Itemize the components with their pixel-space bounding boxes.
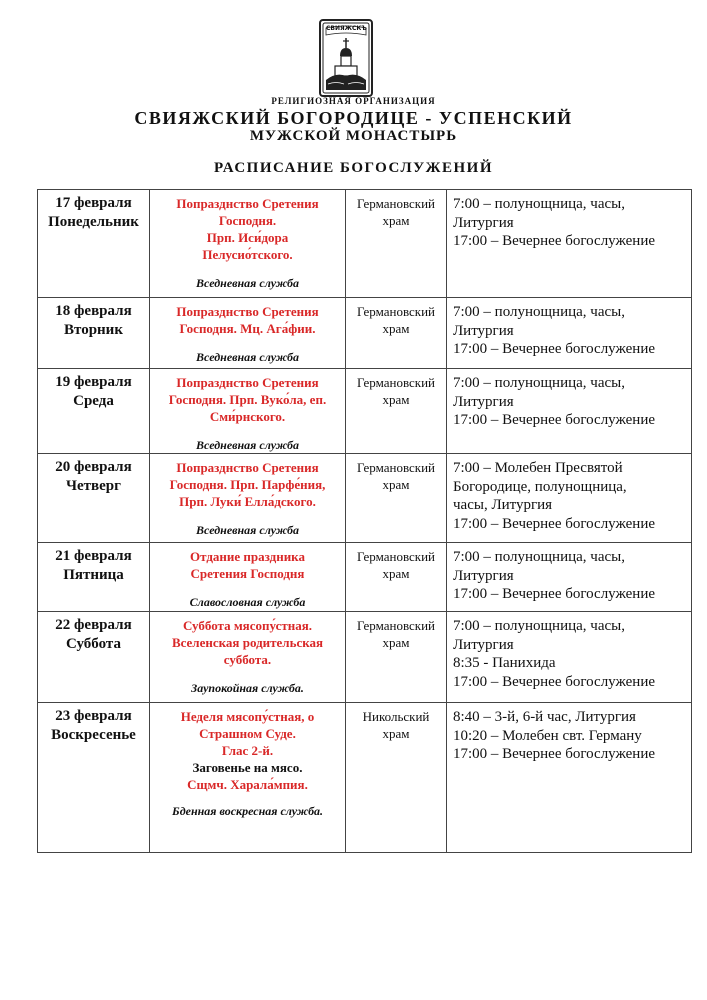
church-cell — [346, 190, 447, 298]
feast-line: Сретения Господня — [190, 566, 305, 581]
feast-line: Сщмч. Харала́мпия. — [187, 777, 308, 792]
schedule-row — [38, 543, 692, 612]
date-cell — [38, 543, 150, 612]
time-entry: 8:40 – 3-й, 6-й час, Литургия — [453, 709, 636, 725]
feast-cell — [150, 612, 346, 703]
weekday: Среда — [73, 393, 114, 409]
feast-line: Вселенская родительская — [171, 635, 324, 650]
date-cell — [38, 454, 150, 543]
times-cell — [447, 298, 692, 369]
date-cell — [38, 190, 150, 298]
schedule-row — [38, 612, 692, 703]
feast-line: Глас 2-й. — [221, 743, 274, 758]
weekday: Воскресенье — [51, 727, 136, 743]
feast-line: Неделя мясопу́стная, о — [180, 709, 315, 724]
time-entry: 17:00 – Вечернее богослужение — [453, 515, 656, 532]
weekday: Понедельник — [48, 214, 139, 230]
feast-line: Попразднство Сретения — [176, 460, 319, 475]
date: 19 февраля — [55, 374, 132, 390]
feast-line: Суббота мясопу́стная. — [182, 618, 313, 633]
feast-note: Заговенье на мясо. — [192, 760, 303, 775]
time-entry: 10:20 – Молебен свт. Герману — [453, 727, 642, 744]
time-entry: 17:00 – Вечернее богослужение — [453, 341, 656, 357]
church-line: храм — [382, 566, 410, 581]
time-entry: Литургия — [453, 567, 514, 584]
times-cell — [447, 612, 692, 703]
feast-line: суббота. — [223, 652, 272, 667]
church-line: храм — [382, 477, 410, 492]
times-cell — [447, 369, 692, 454]
times-cell — [447, 703, 692, 853]
feast-line: Господня. Прп. Парфе́ния, — [169, 477, 326, 492]
feast-line: Страшном Суде. — [199, 726, 296, 741]
schedule-row — [38, 298, 692, 369]
service-type: Вседневная служба — [196, 438, 299, 452]
service-type: Славословная служба — [189, 595, 306, 609]
weekday: Вторник — [64, 322, 123, 338]
schedule-row — [38, 369, 692, 454]
feast-cell — [150, 543, 346, 612]
time-entry: Литургия — [453, 214, 514, 231]
time-entry: 7:00 – Молебен Пресвятой — [453, 460, 623, 476]
time-entry: Литургия — [453, 393, 514, 410]
feast-line: Попразднство Сретения — [176, 304, 319, 319]
schedule-row — [38, 703, 692, 853]
church-line: храм — [382, 726, 410, 741]
church-line: храм — [382, 213, 410, 228]
org-name-line1: СВИЯЖСКИЙ БОГОРОДИЦЕ - УСПЕНСКИЙ — [134, 108, 573, 128]
org-type: РЕЛИГИОЗНАЯ ОРГАНИЗАЦИЯ — [271, 96, 436, 106]
weekday: Суббота — [66, 636, 121, 652]
church-cell — [346, 703, 447, 853]
church-line: Германовский — [356, 375, 436, 390]
feast-cell — [150, 454, 346, 543]
time-entry: 17:00 – Вечернее богослужение — [453, 233, 656, 249]
church-line: Германовский — [356, 196, 436, 211]
service-type: Вседневная служба — [196, 523, 299, 537]
date: 22 февраля — [55, 617, 132, 633]
church-line: храм — [382, 321, 410, 336]
schedule-row — [38, 454, 692, 543]
church-cell — [346, 369, 447, 454]
church-cell — [346, 298, 447, 369]
org-name-line2: МУЖСКОЙ МОНАСТЫРЬ — [249, 128, 458, 144]
church-cell — [346, 454, 447, 543]
schedule-row — [38, 190, 692, 298]
schedule-title: РАСПИСАНИЕ БОГОСЛУЖЕНИЙ — [214, 160, 493, 176]
date: 20 февраля — [55, 459, 132, 475]
date-cell — [38, 298, 150, 369]
time-entry: Литургия — [453, 636, 514, 653]
feast-cell — [150, 369, 346, 454]
church-line: Никольский — [362, 709, 430, 724]
church-line: храм — [382, 392, 410, 407]
time-entry: 7:00 – полунощница, часы, — [453, 375, 625, 391]
date-cell — [38, 612, 150, 703]
time-entry: 7:00 – полунощница, часы, — [453, 196, 625, 212]
time-entry: Литургия — [453, 322, 514, 339]
feast-line: Господня. Мц. Ага́фии. — [179, 321, 316, 336]
date: 21 февраля — [55, 548, 132, 564]
feast-line: Попразднство Сретения — [176, 196, 319, 211]
time-entry: 7:00 – полунощница, часы, — [453, 618, 625, 634]
church-line: Германовский — [356, 460, 436, 475]
feast-cell — [150, 190, 346, 298]
service-type: Бденная воскресная служба. — [171, 804, 324, 818]
time-entry: 7:00 – полунощница, часы, — [453, 304, 625, 320]
service-type: Вседневная служба — [196, 350, 299, 364]
time-entry: 7:00 – полунощница, часы, — [453, 549, 625, 565]
church-cell — [346, 543, 447, 612]
feast-line: Попразднство Сретения — [176, 375, 319, 390]
feast-line: Господня. — [218, 213, 277, 228]
feast-cell — [150, 298, 346, 369]
feast-cell — [150, 703, 346, 853]
logo-text: СВИЯЖСКЪ — [326, 25, 367, 32]
times-cell — [447, 543, 692, 612]
time-entry: часы, Литургия — [453, 497, 553, 513]
feast-line: Господня. Прп. Вуко́ла, еп. — [168, 392, 327, 407]
date: 17 февраля — [55, 195, 132, 211]
times-cell — [447, 190, 692, 298]
service-type: Заупокойная служба. — [191, 681, 304, 695]
church-cell — [346, 612, 447, 703]
church-line: Германовский — [356, 304, 436, 319]
time-entry: 17:00 – Вечернее богослужение — [453, 412, 656, 428]
times-cell — [447, 454, 692, 543]
feast-line: Отдание праздника — [190, 549, 305, 564]
church-line: храм — [382, 635, 410, 650]
date: 18 февраля — [55, 303, 132, 319]
time-entry: Богородице, полунощница, — [453, 478, 627, 495]
date-cell — [38, 703, 150, 853]
feast-line: Прп. Иси́дора — [206, 230, 289, 245]
time-entry: 17:00 – Вечернее богослужение — [453, 673, 656, 690]
feast-line: Прп. Луки́ Елла́дского. — [179, 494, 316, 509]
time-entry: 17:00 – Вечернее богослужение — [453, 586, 656, 602]
feast-line: Сми́рнского. — [209, 409, 286, 424]
church-line: Германовский — [356, 549, 436, 564]
church-line: Германовский — [356, 618, 436, 633]
date: 23 февраля — [55, 708, 132, 724]
schedule-table — [37, 189, 692, 853]
service-type: Вседневная служба — [196, 276, 299, 290]
weekday: Пятница — [63, 567, 124, 583]
weekday: Четверг — [66, 478, 121, 494]
time-entry: 17:00 – Вечернее богослужение — [453, 746, 656, 762]
time-entry: 8:35 - Панихида — [453, 655, 556, 671]
feast-line: Пелусио́тского. — [202, 247, 293, 262]
date-cell — [38, 369, 150, 454]
